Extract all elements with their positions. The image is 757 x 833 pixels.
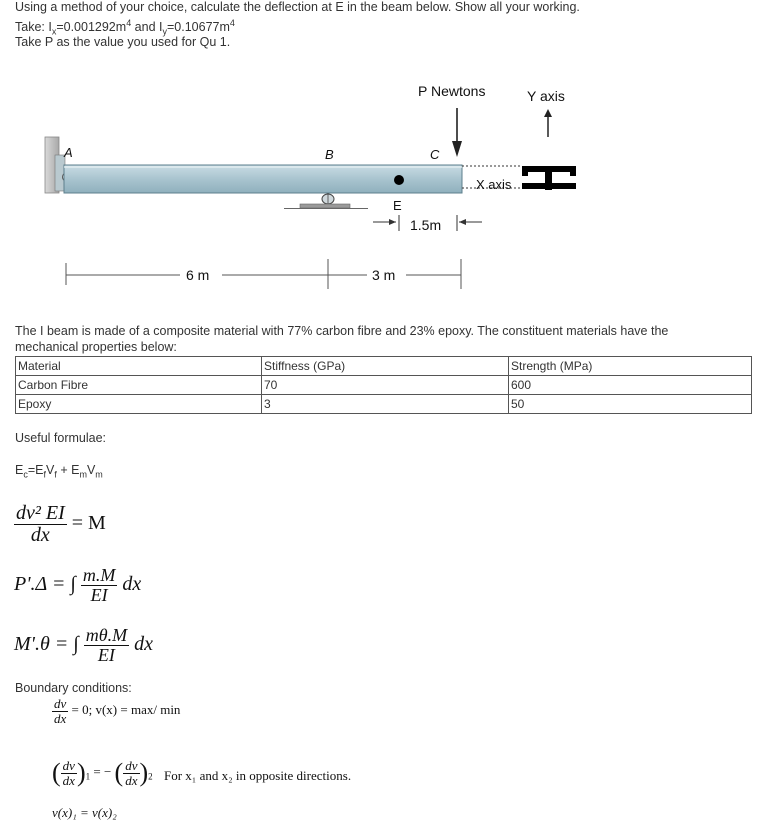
rom-vf: V (46, 463, 55, 477)
formulae-heading: Useful formulae: (15, 431, 107, 445)
bc1-numerator: dv (54, 696, 67, 711)
eq2-tail: dx (122, 572, 142, 595)
point-e-marker (394, 175, 404, 185)
iy-subscript: y (162, 26, 167, 37)
eq1-numerator: dv² EI (16, 502, 65, 524)
load-arrow-icon (452, 108, 462, 157)
boundary-condition-slope-continuity: ( $\frac{dv}{dx}$ )$_1$ = − ( $\frac{dv}{dx}$ )$_2$ (52, 757, 153, 788)
load-label: P Newtons (418, 83, 486, 99)
table-header-row (16, 357, 752, 376)
equation-virtual-work-deflection (14, 566, 141, 605)
y-axis-arrow-icon (544, 109, 552, 137)
eq3-numerator: mθ.M (85, 625, 128, 645)
boundary-condition-deflection-continuity: v(x)₁ = v(x)₂ (52, 805, 117, 820)
material-description-line-1: The I beam is made of a composite material with 77% carbon fibre and 23% epoxy. The constituent materials have the (15, 324, 669, 338)
bc1-denominator: dx (54, 710, 67, 726)
ix-power: 4 (126, 18, 132, 28)
eq3-lhs: M'.θ = ∫ (14, 632, 79, 655)
row-stiffness: 3 (262, 395, 509, 414)
row-stiffness: 70 (262, 376, 509, 395)
rom-plus: + E (56, 463, 80, 477)
eq1-denominator: dx (30, 524, 50, 546)
rom-eq: =E (27, 463, 44, 477)
boundary-condition-slope-zero (52, 697, 180, 725)
question-line-1: Using a method of your choice, calculate the deflection at E in the beam below. Show all your working. (15, 0, 580, 14)
eq1-rhs: = M (71, 512, 106, 535)
label-e: E (393, 198, 402, 213)
material-description-line-2: mechanical properties below: (15, 340, 177, 354)
row-strength: 600 (509, 376, 752, 395)
iy-value: =0.10677m (166, 20, 230, 35)
dim-e-label: 1.5m (410, 217, 442, 233)
rom-vm-sub: m (95, 469, 103, 480)
eq2-denominator: EI (90, 584, 108, 605)
label-c: C (430, 147, 440, 162)
bc2-sub-1: 1 (85, 771, 91, 782)
boundary-heading: Boundary conditions: (15, 681, 132, 695)
x-axis-label: X axis (476, 177, 512, 192)
and-text: and I (131, 20, 163, 35)
eq2-lhs: P'.Δ = ∫ (14, 572, 76, 595)
rom-ec: E (15, 463, 24, 477)
material-properties-table (15, 356, 752, 414)
beam-diagram (0, 75, 757, 300)
rom-ec-sub: c (23, 469, 28, 480)
ix-value: =0.001292m (56, 20, 127, 35)
equation-virtual-work-rotation (14, 626, 153, 665)
row-material: Carbon Fibre (16, 376, 262, 395)
rom-vm: V (86, 463, 96, 477)
iy-power: 4 (229, 18, 235, 28)
span-dimension-line (66, 259, 461, 289)
table-row (16, 395, 752, 414)
table-row (16, 376, 752, 395)
header-material: Material (16, 357, 262, 376)
equation-moment-curvature (14, 503, 106, 546)
bc2-numerator-2: dv (125, 757, 138, 773)
header-stiffness: Stiffness (GPa) (262, 357, 509, 376)
bc2-numerator-1: dv (62, 757, 75, 773)
dim-ab-label: 6 m (186, 267, 210, 283)
label-b: B (325, 147, 334, 162)
dim-bc-label: 3 m (372, 267, 396, 283)
bc2-mid: = − (93, 763, 112, 779)
take-prefix: Take: I (15, 20, 52, 35)
header-strength: Strength (MPa) (509, 357, 752, 376)
eq2-numerator: m.M (82, 565, 116, 585)
ix-subscript: x (51, 26, 57, 37)
rom-em-sub: m (79, 469, 87, 480)
row-strength: 50 (509, 395, 752, 414)
y-axis-label: Y axis (527, 88, 565, 104)
eq3-denominator: EI (97, 644, 115, 665)
rom-ef-sub: f (43, 469, 46, 480)
bc2-sub-2: 2 (148, 771, 153, 782)
i-section-icon (522, 166, 576, 190)
rom-vf-sub: f (54, 469, 57, 480)
bc2-denominator-2: dx (125, 772, 138, 788)
bc2-denominator-1: dx (62, 772, 75, 788)
question-line-3: Take P as the value you used for Qu 1. (15, 35, 231, 49)
rule-of-mixtures (15, 462, 103, 483)
roller-support-icon (284, 193, 368, 209)
label-a: A (64, 145, 73, 160)
bc2-note: For x₁ and x₂ in opposite directions. (164, 768, 352, 783)
bc1-rhs: = 0; v(x) = max/ min (71, 702, 181, 718)
row-material: Epoxy (16, 395, 262, 414)
eq3-tail: dx (134, 632, 153, 655)
